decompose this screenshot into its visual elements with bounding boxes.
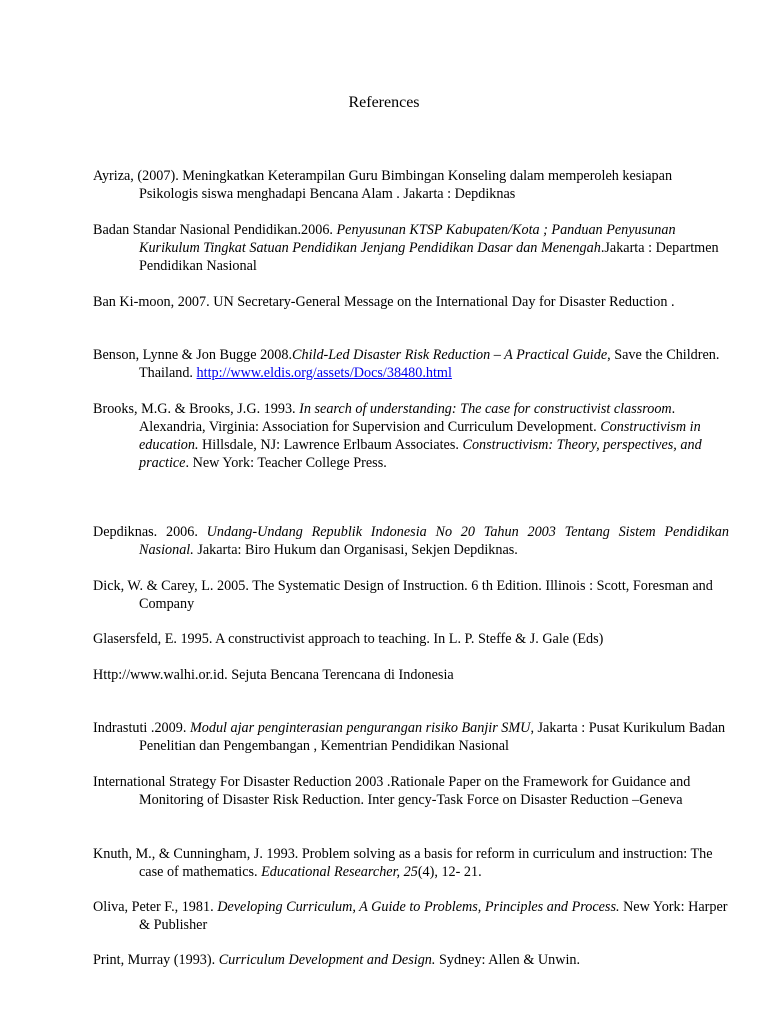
reference-tail: Jakarta: Biro Hukum dan Organisasi, Sekjen Depdiknas. — [193, 542, 518, 558]
reference-text: Http://www.walhi.or.id. Sejuta Bencana Terencana di Indonesia — [93, 667, 454, 683]
reference-walhi — [93, 666, 729, 684]
page-title: References — [348, 94, 420, 111]
reference-lead: Oliva, Peter F., 1981. — [93, 899, 218, 915]
reference-mid-1: . Alexandria, Virginia: Association for Supervision and Curriculum Development. — [139, 401, 676, 435]
reference-ban-ki-moon-2007 — [93, 293, 729, 311]
reference-tail: . New York: Teacher College Press. — [185, 455, 387, 471]
reference-tail: New York: Harper & Publisher — [139, 899, 728, 933]
reference-tail: , Jakarta : Pusat Kurikulum Badan Penelitian dan Pengembangan , Kementrian Pendidikan Nasional — [139, 720, 726, 754]
reference-title-1: In search of understanding: The case for constructivist classroom — [299, 401, 672, 417]
reference-text: Glasersfeld, E. 1995. A constructivist approach to teaching. In L. P. Steffe & J. Gale (Eds) — [93, 631, 604, 647]
reference-isdr-2003 — [93, 773, 729, 809]
reference-lead: Indrastuti .2009. — [93, 720, 190, 736]
reference-tail: Sydney: Allen & Unwin. — [435, 952, 581, 968]
reference-tail: (4), 12- 21. — [417, 864, 482, 880]
reference-mid: , Save the Children. Thailand. — [139, 347, 720, 381]
reference-title: Curriculum Development and Design. — [218, 952, 436, 968]
reference-glasersfeld-1995 — [93, 630, 729, 648]
reference-title: Penyusunan KTSP Kabupaten/Kota ; Panduan Penyusunan Kurikulum Tingkat Satuan Pendidikan Jenjang Pendidikan Dasar dan Menengah — [139, 222, 676, 256]
reference-depdiknas-2006 — [93, 523, 729, 559]
reference-text: Dick, W. & Carey, L. 2005. The Systematic Design of Instruction. 6 th Edition. Illinois : Scott, Foresman and Company — [93, 578, 713, 612]
reference-lead: Brooks, M.G. & Brooks, J.G. 1993. — [93, 401, 300, 417]
reference-text: Ban Ki-moon, 2007. UN Secretary-General Message on the International Day for Disaster Reduction . — [93, 294, 675, 310]
reference-lead: Benson, Lynne & Jon Bugge 2008. — [93, 347, 293, 363]
reference-title: Modul ajar penginterasian pengurangan risiko Banjir SMU — [189, 720, 531, 736]
reference-lead: Knuth, M., & Cunningham, J. 1993. Problem solving as a basis for reform in curriculum and instruction: The case of mathematics. — [93, 846, 713, 880]
reference-knuth-1993 — [93, 845, 729, 881]
reference-text: International Strategy For Disaster Reduction 2003 .Rationale Paper on the Framework for Guidance and Monitoring of Disaster Risk Reduction. Inter gency-Task Force on Disaster Reduction –Geneva — [93, 774, 691, 808]
reference-indrastuti-2009 — [93, 719, 729, 755]
reference-benson-2008 — [93, 346, 729, 382]
reference-title: Educational Researcher, 25 — [261, 864, 418, 880]
reference-ayriza-2007 — [93, 167, 729, 203]
reference-title-3: Constructivism: Theory, perspectives, and practice — [139, 437, 702, 471]
reference-oliva-1981 — [93, 898, 729, 934]
reference-brooks-1993 — [93, 400, 729, 472]
reference-lead: Print, Murray (1993). — [93, 952, 219, 968]
reference-bsnp-2006 — [93, 221, 729, 275]
reference-lead: Badan Standar Nasional Pendidikan.2006. — [93, 222, 337, 238]
reference-lead: Depdiknas. 2006. — [93, 524, 207, 540]
reference-title: Developing Curriculum, A Guide to Problems, Principles and Process. — [217, 899, 620, 915]
reference-tail: .Jakarta : Departmen Pendidikan Nasional — [139, 240, 719, 274]
reference-text: Ayriza, (2007). Meningkatkan Keterampilan Guru Bimbingan Konseling dalam memperoleh kesiapan Psikologis siswa menghadapi Bencana Alam . Jakarta : Depdiknas — [93, 168, 673, 202]
reference-mid-2: Hillsdale, NJ: Lawrence Erlbaum Associates. — [198, 437, 463, 453]
reference-dick-carey-2005 — [93, 577, 729, 613]
reference-link[interactable]: http://www.eldis.org/assets/Docs/38480.html — [196, 365, 452, 381]
reference-title: Undang-Undang Republik Indonesia No 20 Tahun 2003 Tentang Sistem Pendidikan Nasional. — [139, 524, 729, 558]
reference-print-1993 — [93, 951, 729, 969]
reference-title-2: Constructivism in education. — [139, 419, 701, 453]
reference-title: Child-Led Disaster Risk Reduction – A Practical Guide — [292, 347, 608, 363]
